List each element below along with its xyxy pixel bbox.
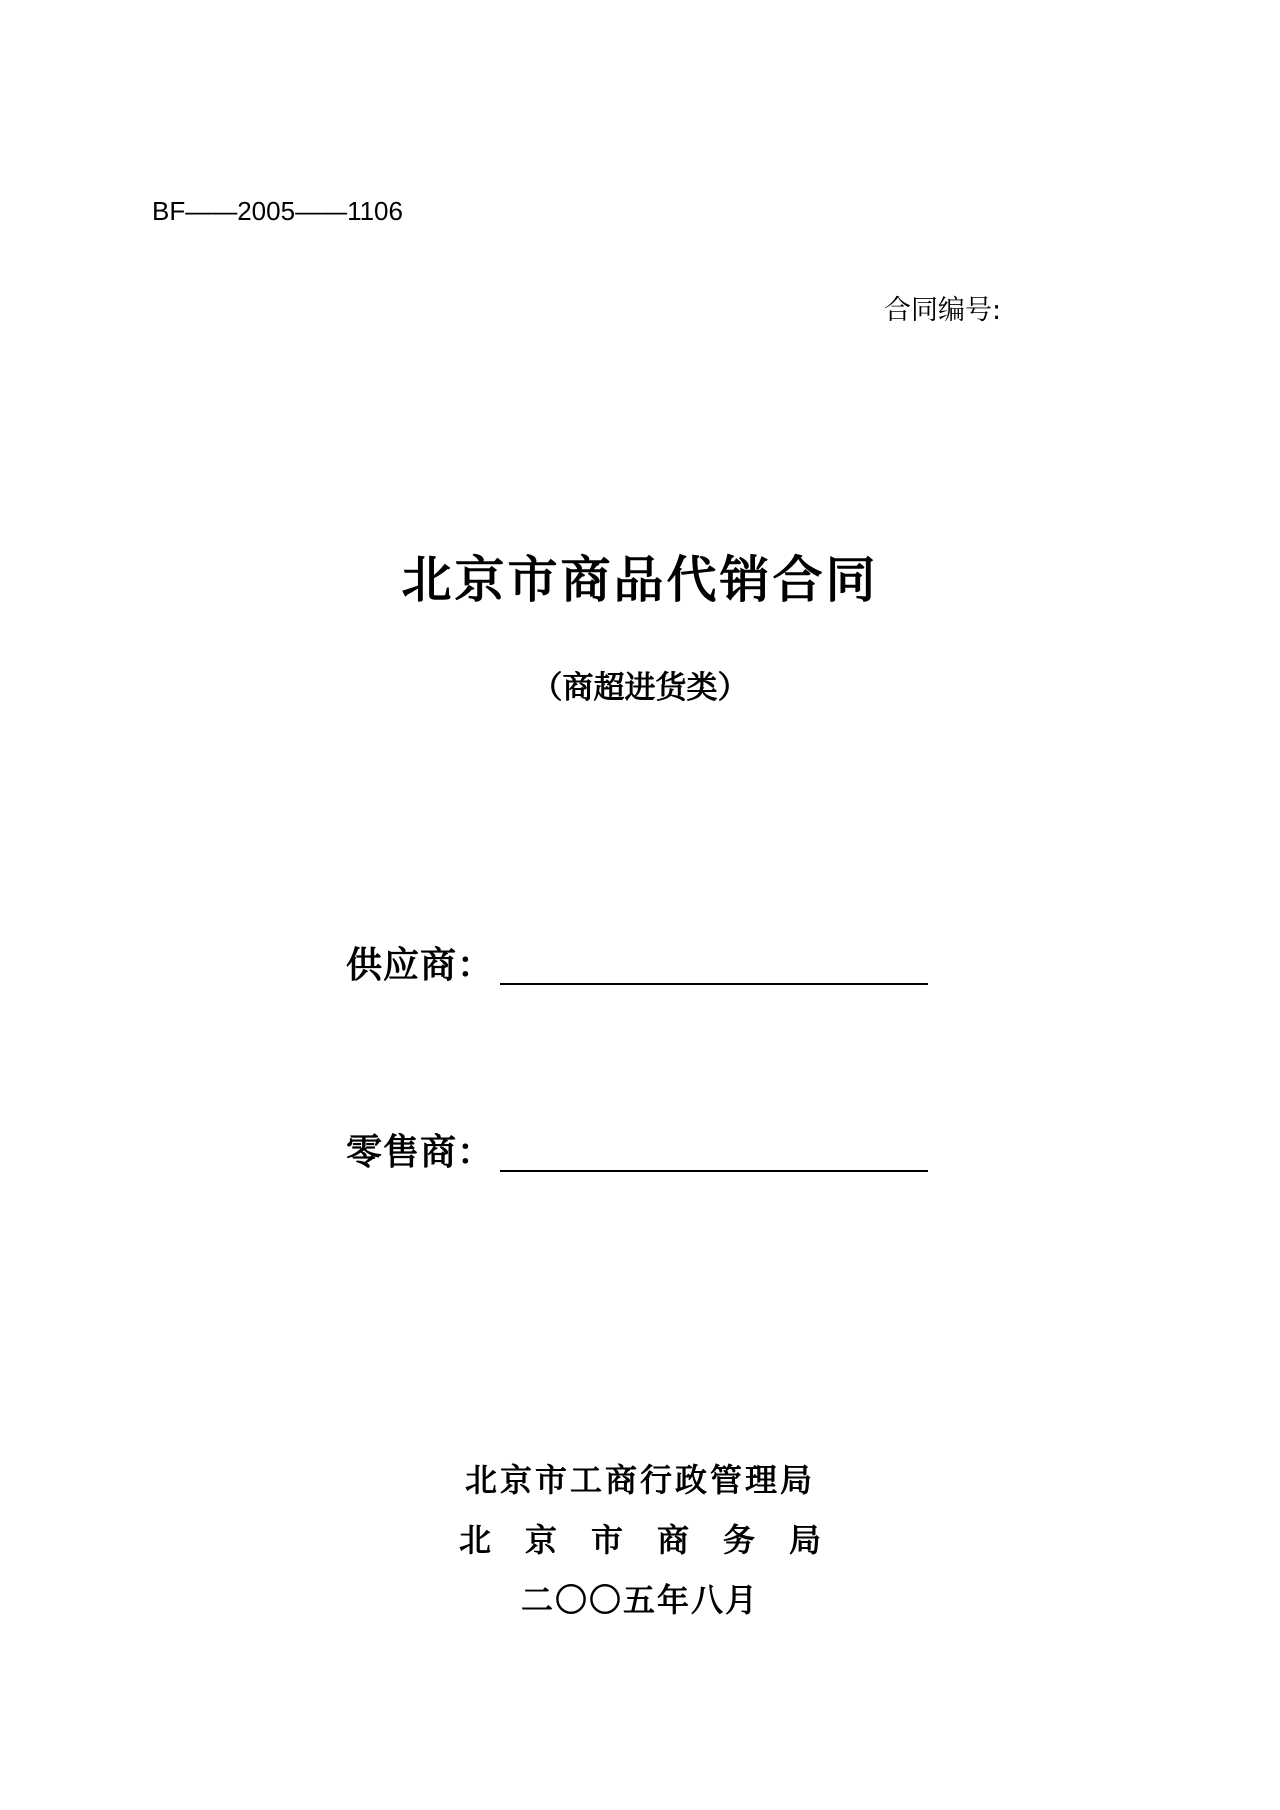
retailer-blank-line (500, 1170, 928, 1172)
issue-date: 二〇〇五年八月 (520, 1581, 759, 1619)
document-subtitle: （商超进货类） (531, 670, 749, 706)
document-title: 北京市商品代销合同 (401, 551, 879, 609)
issuer-aic: 北京市工商行政管理局 (464, 1461, 815, 1499)
issuer-commerce-bureau: 北京市商务局 (458, 1521, 855, 1559)
contract-number-label: 合同编号: (884, 295, 1002, 326)
retailer-label: 零售商： (346, 1132, 495, 1173)
supplier-label: 供应商： (346, 945, 495, 986)
supplier-blank-line (500, 983, 928, 985)
form-code: BF——2005——1106 (152, 196, 403, 226)
